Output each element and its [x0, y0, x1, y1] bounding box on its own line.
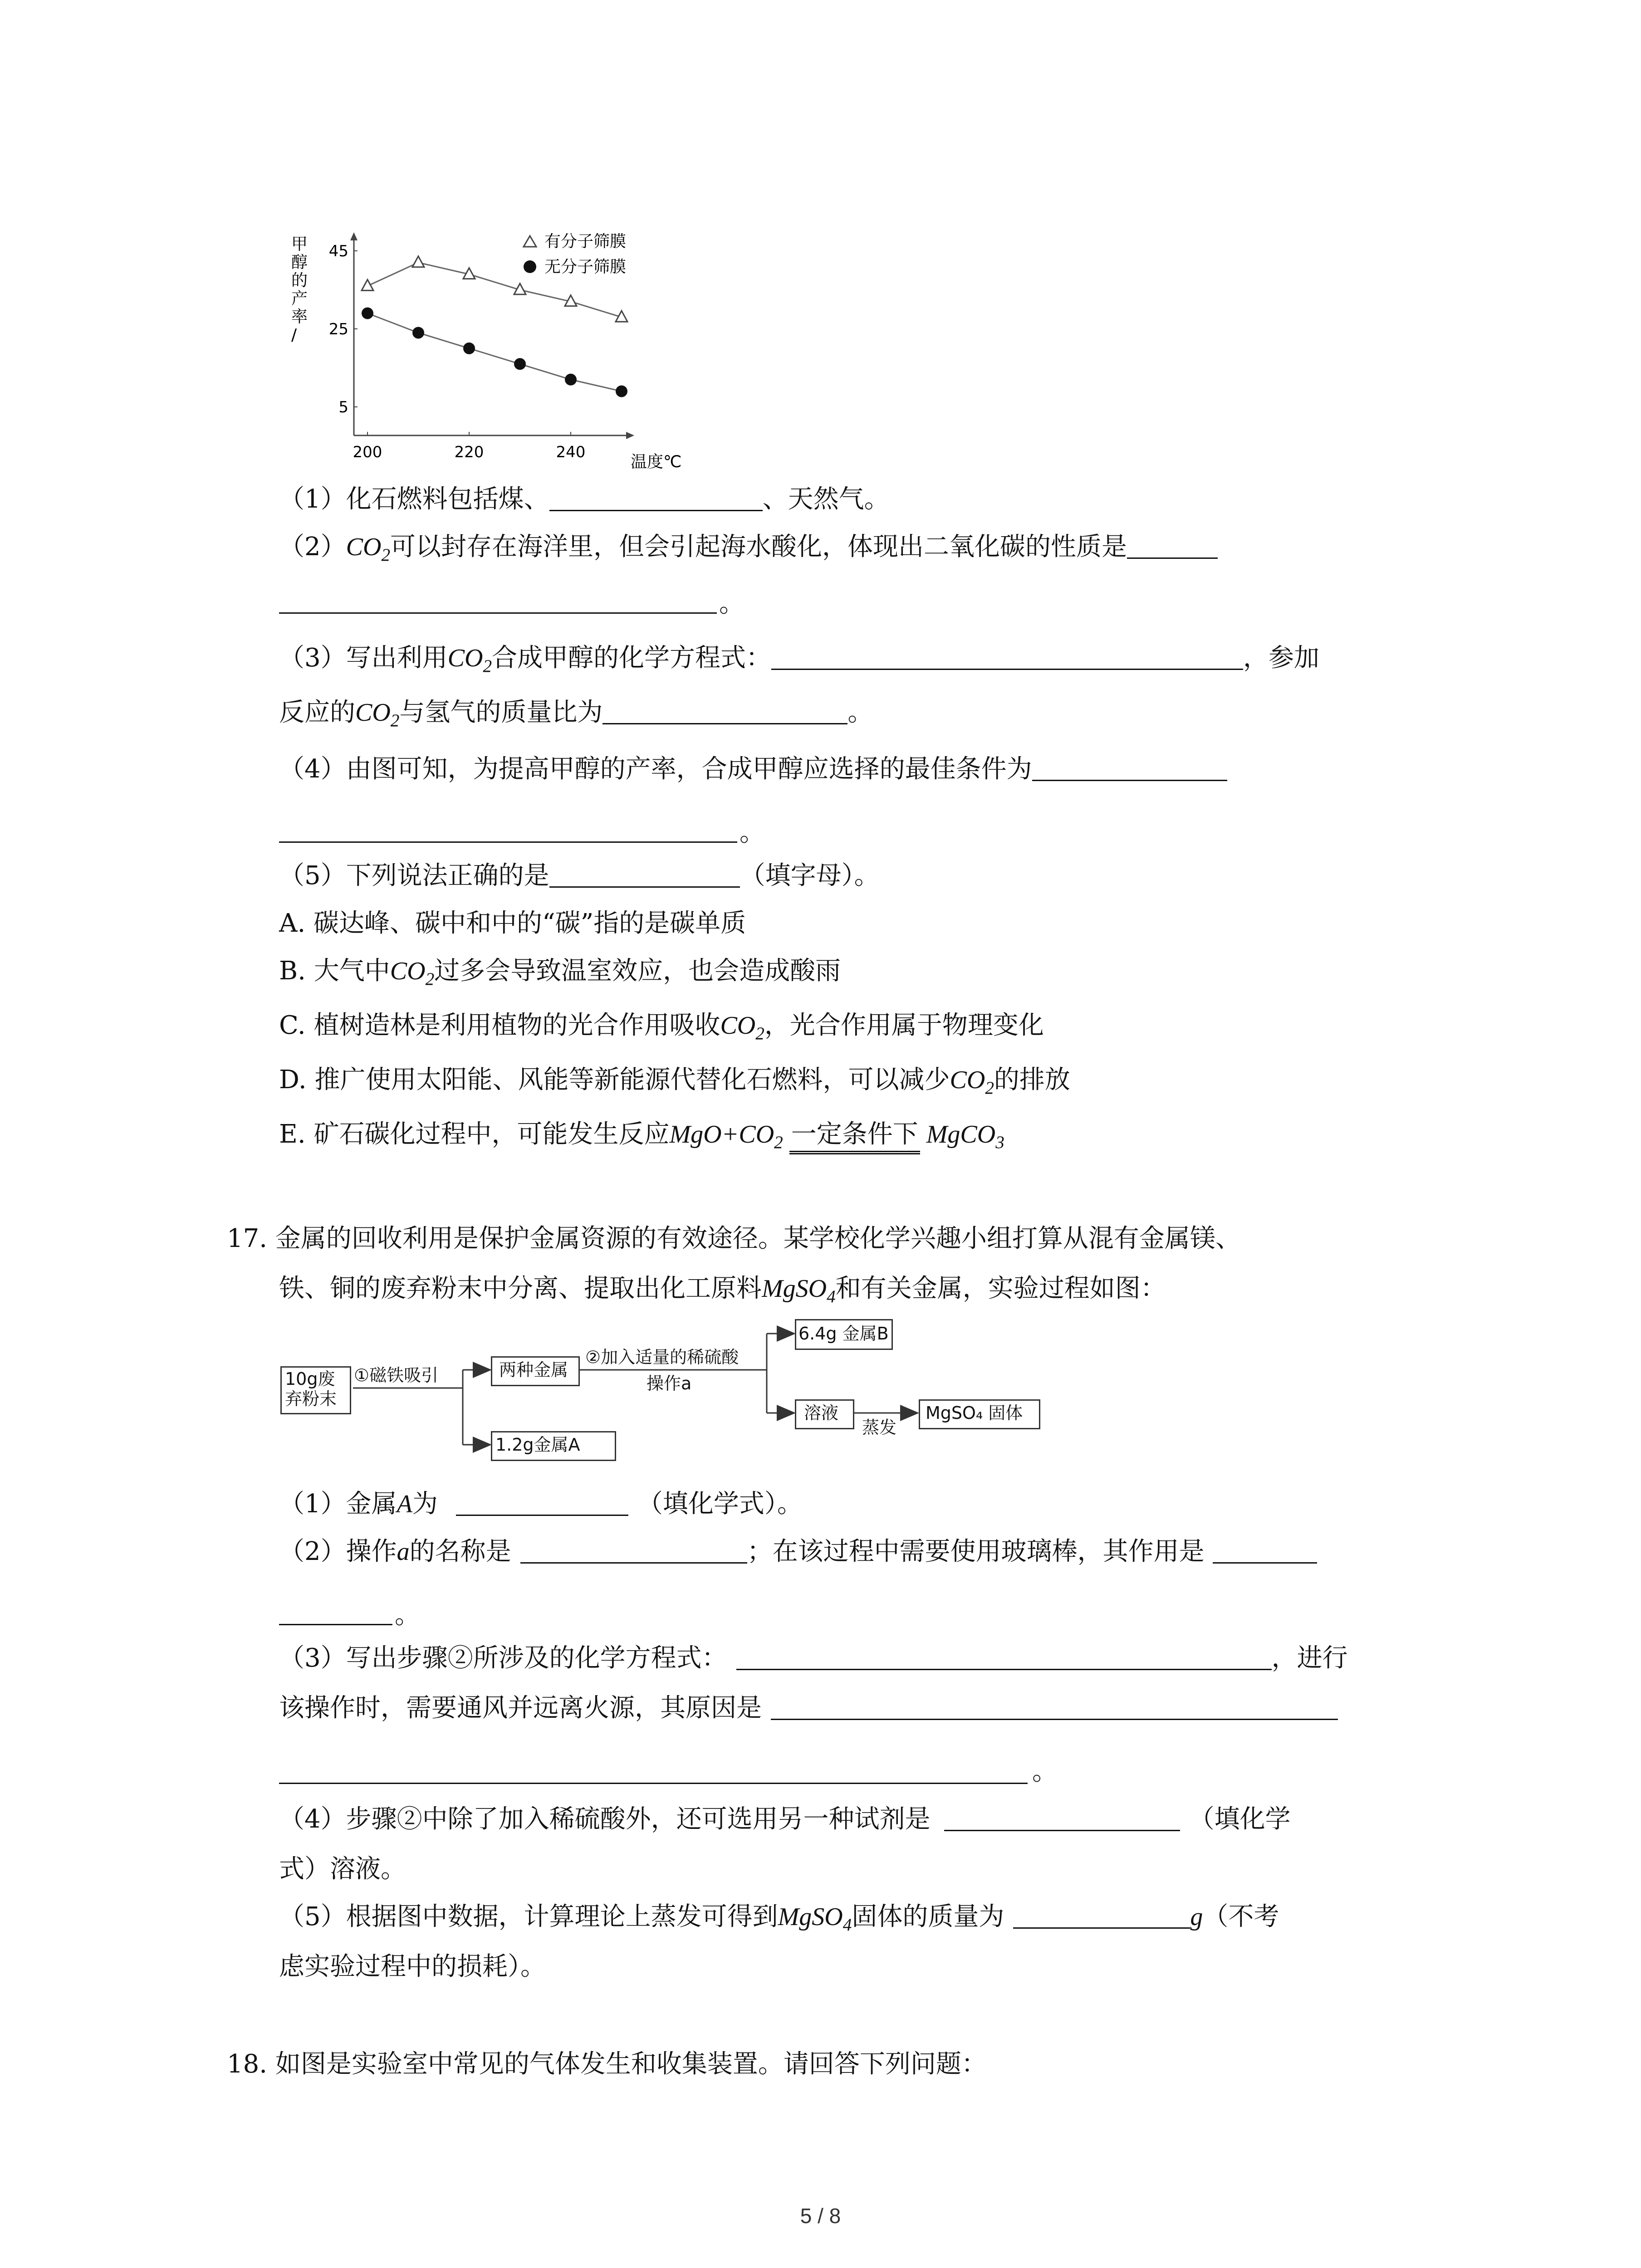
- q16-p1-text: （1）化石燃料包括煤、: [279, 484, 549, 514]
- chart-xlabel: 温度℃: [631, 453, 682, 471]
- answer-blank-cont[interactable]: [279, 841, 737, 843]
- formula-mgco3: MgCO$_3$: [926, 1120, 1004, 1152]
- chart-ylabel-char: 醇: [291, 253, 308, 272]
- q17-p3-text3: 该操作时，需要通风并远离火源，其原因是: [279, 1693, 762, 1723]
- data-point-circle: [412, 327, 424, 339]
- formula-co2: $CO_2$: [390, 957, 435, 989]
- q17-p4-line1: [279, 1803, 1291, 1836]
- q17-p1-text2: 为: [412, 1489, 438, 1519]
- q16-p3-text5: 与氢气的质量比为: [399, 698, 603, 727]
- chart-ylabel-char: 的: [291, 271, 308, 290]
- formula-co2: $CO_2$: [950, 1066, 994, 1098]
- q16-p1: [279, 483, 890, 516]
- q16-option-b: [279, 955, 841, 996]
- q16-p3-text2: 合成甲醇的化学方程式：: [492, 643, 772, 673]
- q17-p3-text2: ，进行: [1271, 1643, 1348, 1673]
- answer-blank[interactable]: [1032, 754, 1227, 781]
- flow-operation-a-label: 操作a: [647, 1374, 692, 1393]
- answer-blank[interactable]: [603, 698, 847, 724]
- data-point-triangle: [362, 279, 373, 290]
- q17-p5-line2: 虑实验过程中的损耗）。: [279, 1952, 546, 1981]
- flow-step2-label: ②加入适量的稀硫酸: [585, 1347, 739, 1367]
- q16-p5: [279, 860, 880, 892]
- formula-co2: $CO_2$: [447, 644, 492, 676]
- answer-blank[interactable]: [1127, 532, 1218, 559]
- answer-blank-cont[interactable]: [279, 612, 717, 614]
- q17-intro-text: 铁、铜的废弃粉末中分离、提取出化工原料: [279, 1274, 762, 1303]
- q17-intro-text2: 和有关金属，实验过程如图：: [835, 1274, 1166, 1303]
- answer-blank[interactable]: [456, 1489, 628, 1516]
- answer-blank[interactable]: [771, 643, 1243, 670]
- q17-p4-line2: 式）溶液。: [279, 1854, 406, 1884]
- q17-p5-text3: （不考: [1203, 1902, 1279, 1931]
- series-line-1: [367, 313, 622, 391]
- answer-blank[interactable]: [1013, 1902, 1190, 1929]
- flow-metal-b-label: 6.4g 金属B: [798, 1324, 889, 1344]
- q17-p4-text2: （填化学: [1189, 1804, 1291, 1834]
- q17-p4-text: （4）步骤②中除了加入稀硫酸外，还可选用另一种试剂是: [279, 1804, 931, 1834]
- formula-mgso4: MgSO$_4$: [778, 1903, 852, 1935]
- chart-legend: [524, 232, 626, 276]
- legend-label-without-membrane: 无分子筛膜: [544, 258, 627, 276]
- data-point-circle: [616, 386, 627, 397]
- q16-p2: [279, 531, 1218, 572]
- legend-triangle-marker: [524, 236, 536, 247]
- legend-label-with-membrane: 有分子筛膜: [544, 232, 627, 251]
- answer-blank[interactable]: [520, 1537, 747, 1564]
- answer-blank-cont[interactable]: [279, 1624, 392, 1625]
- flow-step1-label: ①磁铁吸引: [354, 1365, 439, 1385]
- q16-p5-end: （填字母）。: [740, 861, 880, 890]
- q17-p2-end: 。: [395, 1600, 420, 1630]
- q16-p2-label: （2）: [279, 532, 346, 562]
- flow-product-label: MgSO₄ 固体: [926, 1403, 1023, 1423]
- legend-circle-marker: [524, 260, 536, 273]
- option-b-text: B. 大气中: [279, 956, 390, 986]
- chart-series: [362, 256, 627, 397]
- formula-co2: $CO_2$: [355, 699, 400, 730]
- flow-start-line1: 10g废: [285, 1369, 335, 1389]
- formula-co2: $CO_2$: [346, 533, 391, 565]
- option-c-text: C. 植树造林是利用植物的光合作用吸收: [279, 1011, 720, 1040]
- q16-p2-text: 可以封存在海洋里，但会引起海水酸化，体现出二氧化碳的性质是: [390, 532, 1127, 562]
- answer-blank[interactable]: [771, 1693, 1338, 1720]
- q17-p3-line1: [279, 1642, 1348, 1675]
- q17-p3-text: （3）写出步骤②所涉及的化学方程式：: [279, 1643, 727, 1673]
- methanol-yield-chart: [281, 222, 735, 476]
- chart-ylabel-char: /: [291, 326, 297, 344]
- q16-p3-text4: 反应的: [279, 698, 355, 727]
- q16-p4-text: （4）由图可知，为提高甲醇的产率，合成甲醇应选择的最佳条件为: [279, 754, 1032, 784]
- q16-p3-text: （3）写出利用: [279, 643, 448, 673]
- var-a: A: [397, 1490, 412, 1518]
- formula-co2: $CO_2$: [720, 1012, 764, 1043]
- x-axis-arrow: [626, 432, 634, 439]
- formula-mgo-co2: $MgO+CO_2$: [669, 1120, 783, 1152]
- y-tick-label: 5: [338, 398, 348, 416]
- answer-blank[interactable]: [944, 1804, 1180, 1831]
- data-point-triangle: [412, 256, 424, 267]
- q16-p4: [279, 753, 1227, 786]
- q16-p3-line2: [279, 696, 873, 737]
- flow-two-metals-label: 两种金属: [499, 1360, 568, 1380]
- option-e-text: E. 矿石碳化过程中，可能发生反应: [279, 1119, 670, 1149]
- answer-blank[interactable]: [549, 484, 763, 511]
- q17-p1-end: （填化学式）。: [637, 1489, 803, 1519]
- option-b-text2: 过多会导致温室效应，也会造成酸雨: [434, 956, 841, 986]
- q16-option-d: [279, 1064, 1070, 1105]
- page-number: 5 / 8: [800, 2204, 841, 2228]
- y-axis-arrow: [350, 232, 358, 240]
- q17-p2-text: （2）操作: [279, 1537, 397, 1566]
- x-tick-label: 240: [556, 443, 586, 461]
- answer-blank[interactable]: [736, 1643, 1272, 1670]
- q16-p2-end: 。: [719, 589, 745, 618]
- separation-flow-diagram: [272, 1315, 1089, 1497]
- q17-p2-text2: 的名称是: [409, 1537, 511, 1566]
- answer-blank-cont[interactable]: [279, 1783, 1028, 1784]
- data-point-circle: [362, 308, 373, 319]
- q16-p3-end: 。: [847, 698, 873, 727]
- q17-p1: [279, 1488, 803, 1520]
- data-point-circle: [565, 374, 577, 386]
- q16-p3-text3: ，参加: [1243, 643, 1320, 673]
- answer-blank[interactable]: [549, 861, 740, 888]
- q16-p5-text: （5）下列说法正确的是: [279, 861, 549, 890]
- chart-ylabel-char: 甲: [291, 235, 308, 254]
- q17-p5-text2: 固体的质量为: [852, 1902, 1004, 1931]
- q17-p3-end: 。: [1032, 1757, 1058, 1786]
- y-tick-label: 25: [328, 320, 348, 338]
- flow-evaporate-label: 蒸发: [862, 1418, 897, 1437]
- option-d-text2: 的排放: [994, 1065, 1070, 1095]
- flow-start-line2: 弃粉末: [285, 1389, 337, 1409]
- q16-p3-line1: [279, 642, 1319, 683]
- q17-intro-line1: 17. 金属的回收利用是保护金属资源的有效途径。某学校化学兴趣小组打算从混有金属镁、: [227, 1224, 1241, 1253]
- data-point-circle: [514, 358, 526, 370]
- q16-option-a: A. 碳达峰、碳中和中的“碳”指的是碳单质: [279, 909, 746, 938]
- x-tick-label: 200: [353, 443, 382, 461]
- q18-intro: 18. 如图是实验室中常见的气体发生和收集装置。请回答下列问题：: [227, 2049, 987, 2079]
- chart-svg: [281, 222, 735, 476]
- q16-option-e: [279, 1118, 1004, 1159]
- var-a-lower: a: [397, 1538, 410, 1566]
- reaction-condition: 一定条件下: [789, 1118, 920, 1154]
- option-c-text2: ，光合作用属于物理变化: [764, 1011, 1044, 1040]
- q17-p5-text: （5）根据图中数据，计算理论上蒸发可得到: [279, 1902, 778, 1931]
- q16-p1-text-end: 、天然气。: [762, 484, 890, 514]
- y-tick-label: 45: [328, 242, 348, 260]
- option-d-text: D. 推广使用太阳能、风能等新能源代替化石燃料，可以减少: [279, 1065, 950, 1095]
- answer-blank[interactable]: [1213, 1537, 1317, 1564]
- x-tick-label: 220: [454, 443, 484, 461]
- chart-ylabel-char: 率: [291, 308, 308, 326]
- q17-p2-text3: ；在该过程中需要使用玻璃棒，其作用是: [747, 1537, 1205, 1566]
- q17-p2: [279, 1535, 1317, 1568]
- flow-metal-a-label: 1.2g金属A: [495, 1435, 580, 1455]
- chart-ylabel-char: 产: [291, 289, 308, 308]
- flow-solution-label: 溶液: [804, 1403, 839, 1423]
- q17-p3-line2: [279, 1692, 1338, 1725]
- q17-p1-text: （1）金属: [279, 1489, 397, 1519]
- unit-g: g: [1190, 1903, 1203, 1931]
- q17-p5-line1: [279, 1901, 1279, 1941]
- formula-mgso4: MgSO$_4$: [762, 1275, 836, 1306]
- q16-option-c: [279, 1009, 1044, 1050]
- q16-p4-end: 。: [740, 818, 765, 847]
- data-point-circle: [463, 342, 475, 354]
- q17-intro-line2: [279, 1272, 1166, 1313]
